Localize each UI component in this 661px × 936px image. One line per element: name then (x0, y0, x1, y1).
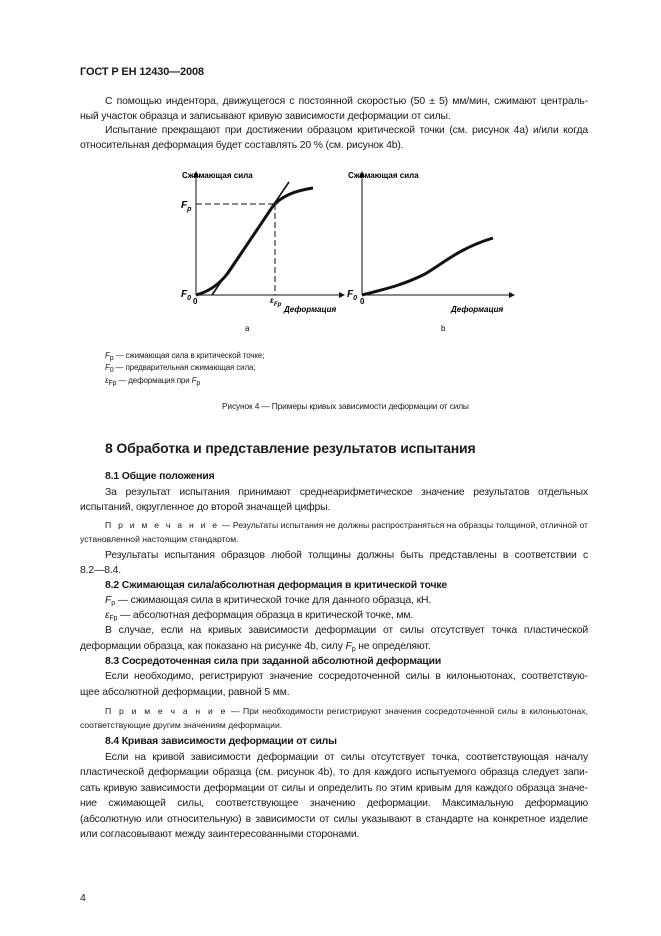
force-curve (362, 238, 493, 295)
paragraph-line: Если необходимо, регистрируют значение сосредоточенной силы в килоньютонах, соответствую- (105, 671, 588, 682)
f0-label: $F_0$ (181, 289, 192, 302)
intro-line: С помощью индентора, движущегося с постоянной скоростью (50 ± 5) мм/мин, сжимают централь- (105, 96, 588, 107)
paragraph-line: щее абсолютной деформации, равной 5 мм. (80, 687, 290, 698)
definition-fp: $F_p$ — сжимающая сила в критической точке для данного образца, кН. (105, 595, 432, 607)
paragraph-line: 8.2—8.4. (80, 565, 121, 576)
page-number: 4 (80, 893, 86, 904)
section-8-3-heading: 8.3 Сосредоточенная сила при заданной абсолютной деформации (105, 656, 442, 667)
legend-item: $\varepsilon_{Fp}$ — деформация при $F_p$ (105, 376, 201, 387)
definition-eps: $\varepsilon_{Fp}$ — абсолютная деформация образца в критической точке, мм. (105, 610, 414, 622)
figure-4 (0, 0, 661, 340)
panel-tag: a (245, 324, 250, 333)
document-header: ГОСТ Р ЕН 12430—2008 (80, 66, 204, 78)
section-8-2-heading: 8.2 Сжимающая сила/абсолютная деформация в критической точке (105, 580, 448, 591)
note-line: соответствующие другим значениям деформации. (80, 720, 283, 730)
chart-b (347, 171, 514, 333)
y-axis-label: Сжимающая сила (182, 171, 253, 180)
intro-line: относительная деформация будет составлять 20 % (см. рисунок 4b). (80, 140, 404, 151)
origin-label: 0 (193, 297, 198, 306)
note-line: установленной настоящим стандартом. (80, 534, 239, 544)
paragraph-line: деформации образца, как показано на рисунке 4b, силу $F_p$ не определяют. (80, 641, 431, 653)
paragraph-line: ние сжимающей силы, соответствующее значению деформации. Максимальную деформацию (80, 798, 588, 809)
fp-label: $F_p$ (181, 200, 192, 213)
y-axis-label: Сжимающая сила (348, 171, 419, 180)
intro-line: Испытание прекращают при достижении образцом критической точки (см. рисунок 4a) и/или когда (105, 125, 588, 136)
note: П р и м е ч а н и е — Результаты испытания не должны распространяться на образцы толщиной, отличной от (105, 520, 588, 530)
figure-caption: Рисунок 4 — Примеры кривых зависимости деформации от силы (222, 401, 469, 411)
chart-a (181, 171, 344, 333)
legend-item: $F_0$ — предварительная сжимающая сила; (105, 363, 256, 374)
paragraph-line: (абсолютную или относительную) в зависимости от силы указывают в стандарте на конкретное изделие (80, 814, 588, 825)
eps-label: $\varepsilon_{Fp}$ (270, 296, 282, 308)
paragraph-line: пластической деформации образца (см. рисунок 4b), то для каждого испытуемого образца следует запи- (80, 767, 588, 778)
x-axis-label: Деформация (284, 305, 337, 314)
intro-line: ный участок образца и записывают кривую зависимости деформации от силы. (80, 111, 451, 122)
paragraph-line: Результаты испытания образцов любой толщины должны быть представлены в соответствии с (105, 550, 588, 561)
paragraph-line: испытаний, округленное до второй значащей цифры. (80, 502, 331, 513)
paragraph-line: За результат испытания принимают среднеарифметическое значение результатов отдельных (105, 487, 588, 498)
paragraph-line: сать кривую зависимости деформации от силы и определить по этим кривым для каждого образца значе- (80, 783, 588, 794)
paragraph-line: В случае, если на кривых зависимости деформации от силы отсутствует точка пластической (105, 625, 588, 636)
legend-item: $F_p$ — сжимающая сила в критической точке; (105, 351, 265, 362)
section-8-1-heading: 8.1 Общие положения (105, 471, 215, 482)
paragraph-line: или согласовывают между заинтересованными сторонами. (80, 829, 360, 840)
section-8-4-heading: 8.4 Кривая зависимости деформации от силы (105, 736, 337, 747)
panel-tag: b (441, 324, 446, 333)
f0-label: $F_0$ (347, 289, 358, 302)
section-8-heading: 8 Обработка и представление результатов испытания (105, 440, 476, 456)
note: П р и м е ч а н и е — При необходимости регистрируют значения сосредоточенной силы в килоньютонах, (105, 706, 588, 716)
x-axis-label: Деформация (451, 305, 504, 314)
paragraph-line: Если на кривой зависимости деформации от силы отсутствует точка, соответствующая началу (105, 752, 588, 763)
origin-label: 0 (360, 297, 365, 306)
